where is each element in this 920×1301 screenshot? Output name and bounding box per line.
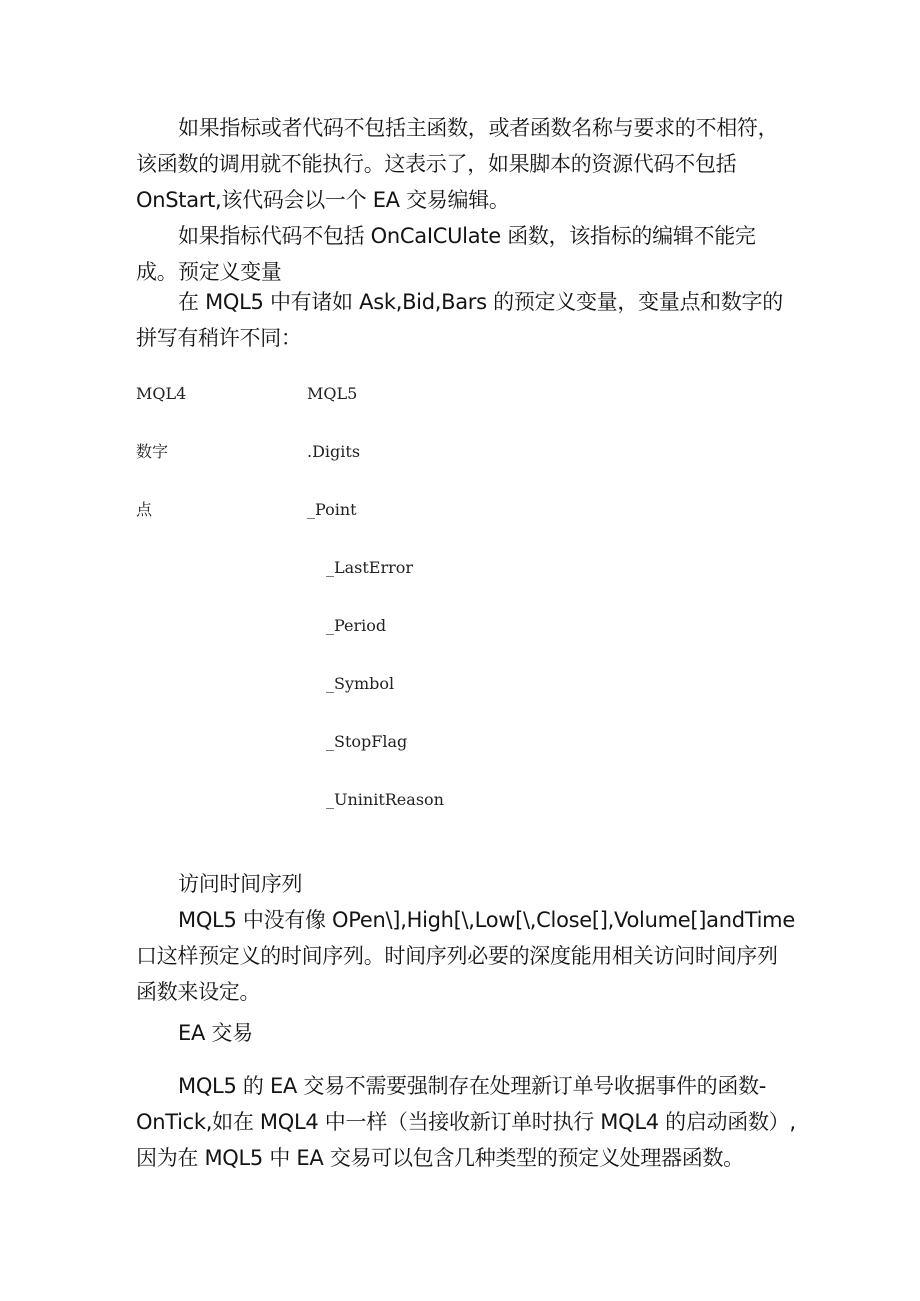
paragraph-main-function: 如果指标或者代码不包括主函数，或者函数名称与要求的不相符，该函数的调用就不能执行。这表示了，如果脚本的资源代码不包括 OnStart,该代码会以一个 EA 交易编辑。 [136,116,779,212]
table-cell-mql4: 点 [136,500,153,519]
table-cell-mql5: _UninitReason [326,790,444,809]
paragraph-predefined-variables: 在 MQL5 中有诸如 Ask,Bid,Bars 的预定义变量，变量点和数字的拼写有稍许不同： [136,290,783,350]
paragraph-ea-trading: MQL5 的 EA 交易不需要强制存在处理新订单号收据事件的函数-OnTick,如在 MQL4 中一样（当接收新订单时执行 MQL4 的启动函数）,因为在 MQL5 中 EA 交易可以包含几种类型的预定义处理器函数。 [136,1074,796,1170]
table-cell-mql4: 数字 [136,442,169,461]
paragraph-timeseries: MQL5 中没有像 OPen\],High[\,Low[\,Close[],Volume[]andTime口这样预定义的时间序列。时间序列必要的深度能用相关访问时间序列函数来设定。 [136,908,795,1004]
table-cell-mql5: .Digits [307,442,361,461]
table-cell-mql5: _Symbol [326,674,395,693]
table-cell-mql5: _StopFlag [326,732,408,751]
table-header-mql4: MQL4 [136,384,187,403]
paragraph-oncalculate: 如果指标代码不包括 OnCaICUlate 函数，该指标的编辑不能完成。 [136,224,756,284]
heading-ea-trading: EA 交易 [178,1021,253,1045]
heading-predefined-variables: 预定义变量 [178,260,282,284]
table-cell-mql5: _Period [326,616,387,635]
table-header-mql5: MQL5 [307,384,358,403]
table-cell-mql5: _Point [307,500,357,519]
table-cell-mql5: _LastError [326,558,414,577]
heading-timeseries: 访问时间序列 [178,872,303,896]
